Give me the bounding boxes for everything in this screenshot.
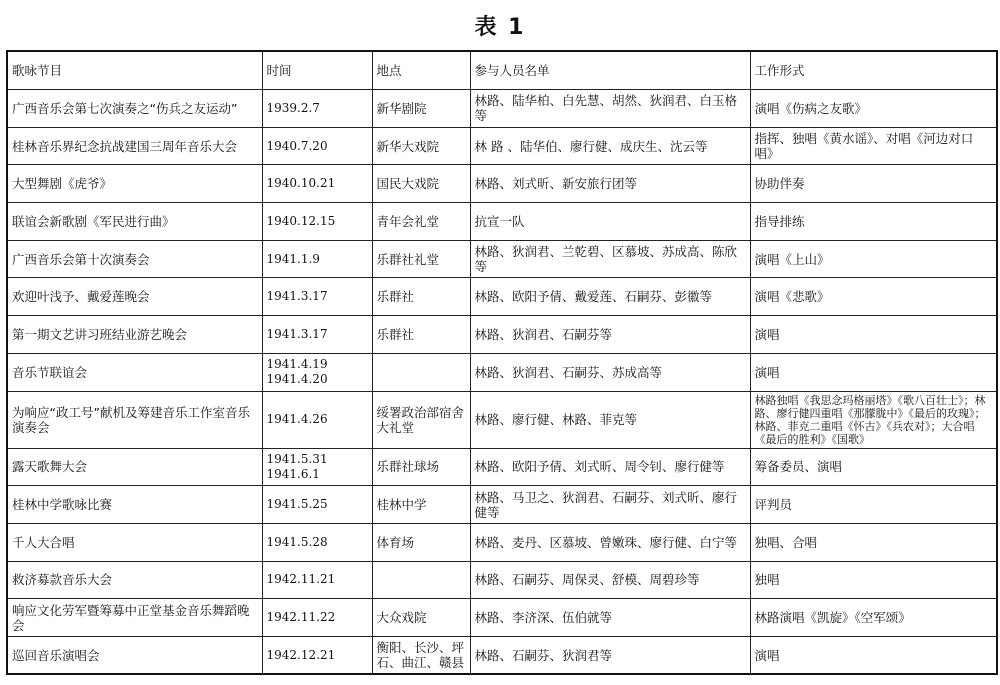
date-value: 1941.5.28 <box>266 534 328 549</box>
table-row <box>7 448 997 486</box>
people-cell: 林路、狄润君、兰乾碧、区慕坡、苏成高、陈欣等 <box>470 240 750 278</box>
people-cell: 林路、狄润君、石嗣芬等 <box>470 316 750 354</box>
date-value: 1940.10.21 <box>266 176 336 191</box>
date-value: 1942.11.21 <box>266 572 336 587</box>
table-row <box>7 636 997 674</box>
date-cell <box>262 448 372 486</box>
date-cell <box>262 599 372 637</box>
table-row <box>7 561 997 599</box>
form-cell: 独唱 <box>750 561 997 599</box>
place-cell: 乐群社球场 <box>372 448 470 486</box>
program-cell: 音乐节联谊会 <box>7 353 262 391</box>
date-cell <box>262 391 372 448</box>
date-cell <box>262 486 372 524</box>
activity-table <box>6 50 998 675</box>
place-cell <box>372 353 470 391</box>
form-cell: 林路独唱《我思念玛格丽塔》《歌八百壮士》；林路、廖行健四重唱《那朦胧中》《最后的玫瑰》；林路、菲克二重唱《怀古》《兵农对》；大合唱《最后的胜利》《国歌》 <box>750 391 997 448</box>
header-date: 时间 <box>262 51 372 90</box>
date-value: 1939.2.7 <box>266 100 320 115</box>
people-cell: 林路、欧阳予倩、戴爱莲、石嗣芬、彭徽等 <box>470 278 750 316</box>
date-value: 1941.4.26 <box>266 412 328 426</box>
header-program: 歌咏节目 <box>7 51 262 90</box>
program-cell: 桂林中学歌咏比赛 <box>7 486 262 524</box>
date-value: 1940.12.15 <box>266 213 336 228</box>
place-cell: 绥署政治部宿舍大礼堂 <box>372 391 470 448</box>
date-value: 1941.5.25 <box>266 497 328 512</box>
date-cell <box>262 353 372 391</box>
table-title: 表 1 <box>474 15 526 40</box>
date-cell <box>262 203 372 241</box>
people-cell: 林 路 、陆华伯、廖行健、成庆生、沈云等 <box>470 127 750 165</box>
program-cell: 广西音乐会第七次演奏之“伤兵之友运动” <box>7 90 262 128</box>
date-cell <box>262 561 372 599</box>
place-cell: 青年会礼堂 <box>372 203 470 241</box>
program-cell: 欢迎叶浅予、戴爱莲晚会 <box>7 278 262 316</box>
table-row <box>7 127 997 165</box>
people-cell: 林路、石嗣芬、周保灵、舒模、周碧珍等 <box>470 561 750 599</box>
place-cell: 国民大戏院 <box>372 165 470 203</box>
date-value: 1941.4.20 <box>266 372 328 387</box>
date-value: 1941.6.1 <box>266 466 320 481</box>
place-cell: 大众戏院 <box>372 599 470 637</box>
form-cell: 协助伴奏 <box>750 165 997 203</box>
place-cell: 乐群社礼堂 <box>372 240 470 278</box>
date-cell <box>262 127 372 165</box>
form-cell: 林路演唱《凯旋》《空军颂》 <box>750 599 997 637</box>
form-cell: 独唱、合唱 <box>750 523 997 561</box>
people-cell: 林路、狄润君、石嗣芬、苏成高等 <box>470 353 750 391</box>
program-cell: 桂林音乐界纪念抗战建国三周年音乐大会 <box>7 127 262 165</box>
place-cell <box>372 561 470 599</box>
form-cell: 演唱《悲歌》 <box>750 278 997 316</box>
program-cell: 响应文化劳军暨筹募中正堂基金音乐舞蹈晚会 <box>7 599 262 637</box>
header-place: 地点 <box>372 51 470 90</box>
form-cell: 指导排练 <box>750 203 997 241</box>
place-cell: 衡阳、长沙、坪石、曲江、赣县 <box>372 636 470 674</box>
table-row <box>7 90 997 128</box>
people-cell: 林路、马卫之、狄润君、石嗣芬、刘式昕、廖行健等 <box>470 486 750 524</box>
date-value: 1942.12.21 <box>266 647 336 662</box>
table-row <box>7 316 997 354</box>
date-value: 1942.11.22 <box>266 610 336 625</box>
table-row <box>7 278 997 316</box>
program-cell: 大型舞剧《虎爷》 <box>7 165 262 203</box>
people-cell: 林路、廖行健、林路、菲克等 <box>470 391 750 448</box>
place-cell: 新华大戏院 <box>372 127 470 165</box>
table-row <box>7 240 997 278</box>
form-cell: 演唱《上山》 <box>750 240 997 278</box>
date-cell <box>262 90 372 128</box>
table-row <box>7 165 997 203</box>
program-cell: 第一期文艺讲习班结业游艺晚会 <box>7 316 262 354</box>
date-value: 1941.1.9 <box>266 251 320 266</box>
program-cell: 露天歌舞大会 <box>7 448 262 486</box>
place-cell: 桂林中学 <box>372 486 470 524</box>
header-form: 工作形式 <box>750 51 997 90</box>
place-cell: 新华剧院 <box>372 90 470 128</box>
people-cell: 林路、刘式昕、新安旅行团等 <box>470 165 750 203</box>
table-row <box>7 203 997 241</box>
date-value: 1941.3.17 <box>266 289 328 304</box>
form-cell: 演唱 <box>750 353 997 391</box>
date-value: 1941.4.19 <box>266 357 328 372</box>
table-row <box>7 523 997 561</box>
table-row <box>7 486 997 524</box>
people-cell: 林路、欧阳予倩、刘式昕、周令钊、廖行健等 <box>470 448 750 486</box>
program-cell: 巡回音乐演唱会 <box>7 636 262 674</box>
table-body <box>7 90 997 675</box>
place-cell: 体育场 <box>372 523 470 561</box>
program-cell: 千人大合唱 <box>7 523 262 561</box>
header-people: 参与人员名单 <box>470 51 750 90</box>
people-cell: 林路、石嗣芬、狄润君等 <box>470 636 750 674</box>
program-cell: 为响应“政工号”献机及筹建音乐工作室音乐演奏会 <box>7 391 262 448</box>
date-value: 1941.5.31 <box>266 451 328 466</box>
table-row <box>7 391 997 448</box>
date-cell <box>262 523 372 561</box>
table-row <box>7 599 997 637</box>
table-row <box>7 353 997 391</box>
people-cell: 林路、李济深、伍伯就等 <box>470 599 750 637</box>
program-cell: 广西音乐会第十次演奏会 <box>7 240 262 278</box>
form-cell: 指挥、独唱《黄水谣》、对唱《河边对口唱》 <box>750 127 997 165</box>
date-cell <box>262 165 372 203</box>
form-cell: 演唱《伤病之友歌》 <box>750 90 997 128</box>
date-cell <box>262 636 372 674</box>
date-value: 1940.7.20 <box>266 138 328 153</box>
people-cell: 林路、麦丹、区慕坡、曾嫩珠、廖行健、白宁等 <box>470 523 750 561</box>
header-row <box>7 51 997 90</box>
date-cell <box>262 278 372 316</box>
form-cell: 演唱 <box>750 316 997 354</box>
people-cell: 林路、陆华柏、白先慧、胡然、狄润君、白玉格等 <box>470 90 750 128</box>
place-cell: 乐群社 <box>372 316 470 354</box>
date-cell <box>262 316 372 354</box>
people-cell: 抗宣一队 <box>470 203 750 241</box>
date-value: 1941.3.17 <box>266 326 328 341</box>
form-cell: 评判员 <box>750 486 997 524</box>
form-cell: 演唱 <box>750 636 997 674</box>
place-cell: 乐群社 <box>372 278 470 316</box>
program-cell: 联谊会新歌剧《军民进行曲》 <box>7 203 262 241</box>
date-cell <box>262 240 372 278</box>
form-cell: 筹备委员、演唱 <box>750 448 997 486</box>
program-cell: 救济募款音乐大会 <box>7 561 262 599</box>
